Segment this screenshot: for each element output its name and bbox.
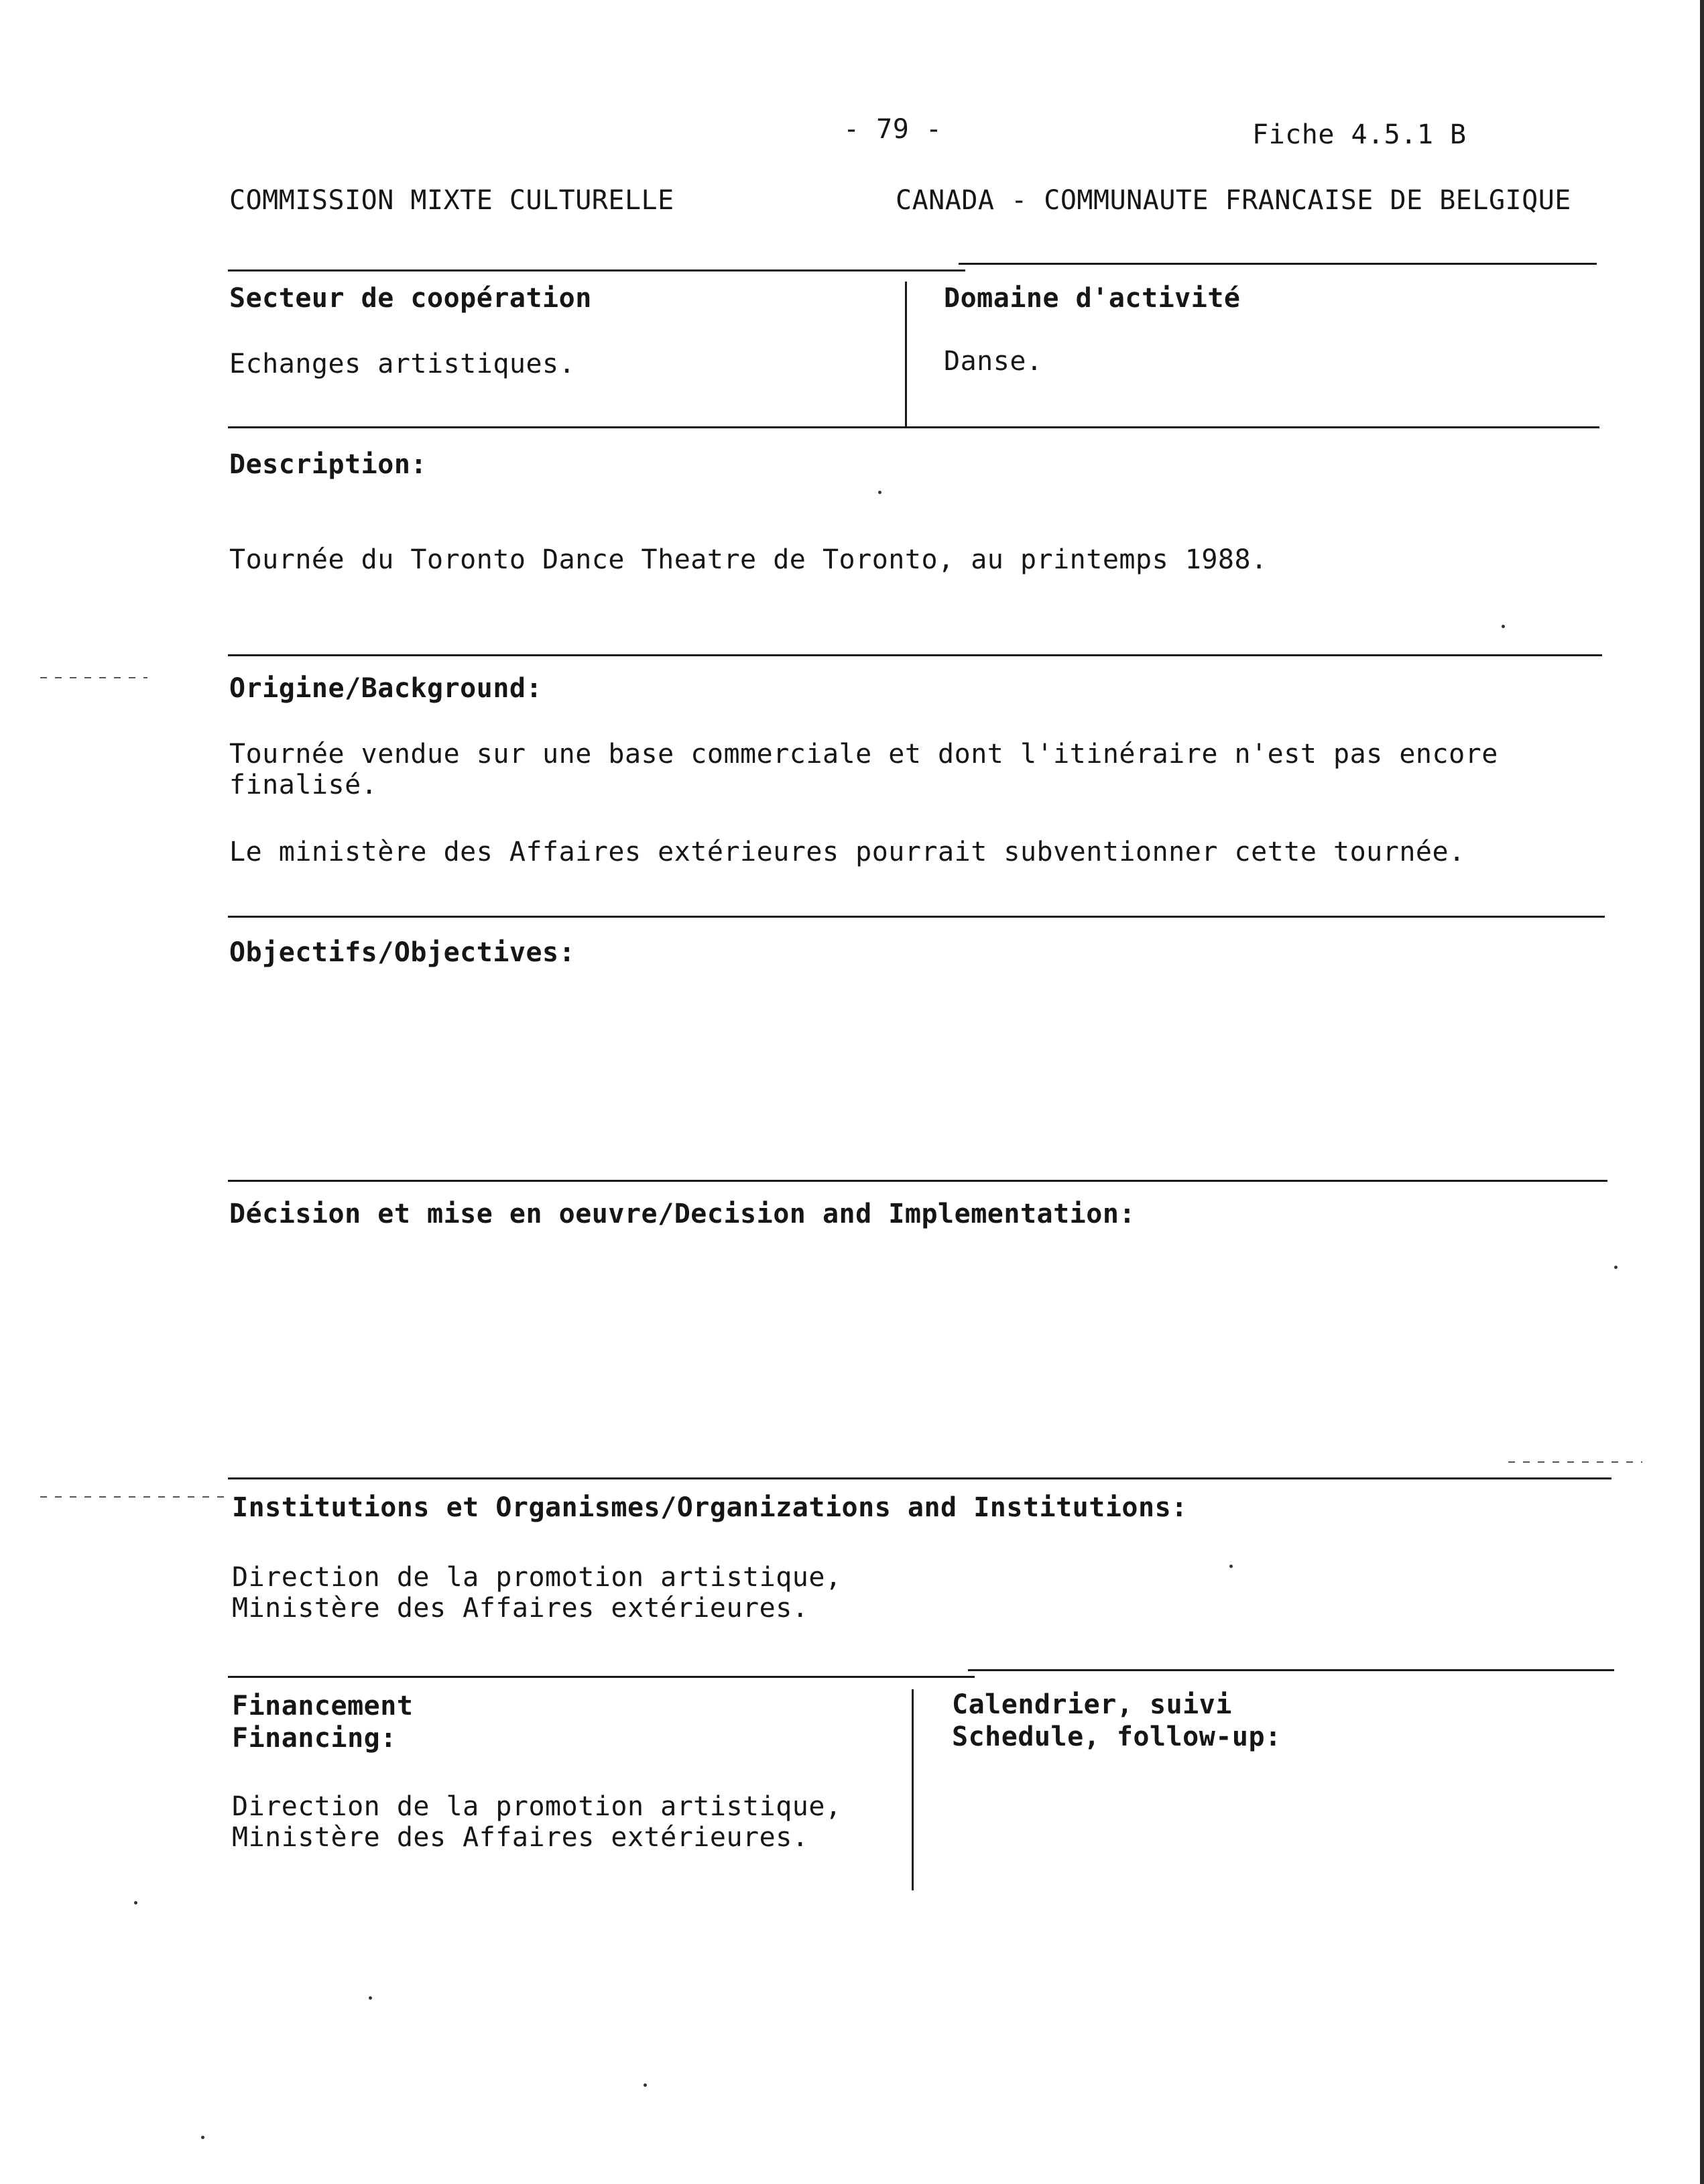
origine-line-1: Tournée vendue sur une base commerciale et dont l'itinéraire n'est pas encore xyxy=(229,739,1498,770)
divider-institutions xyxy=(228,1676,975,1678)
decision-label: Décision et mise en oeuvre/Decision and Implementation: xyxy=(229,1199,1136,1229)
divider-decision xyxy=(228,1477,1611,1479)
origine-line-2: finalisé. xyxy=(229,770,378,800)
fiche-reference: Fiche 4.5.1 B xyxy=(1252,119,1467,150)
scan-dash xyxy=(1508,1461,1642,1463)
parties-title: CANADA - COMMUNAUTE FRANCAISE DE BELGIQUE xyxy=(896,185,1571,216)
divider-secteur xyxy=(228,426,1599,428)
origine-label: Origine/Background: xyxy=(229,673,543,704)
institutions-label: Institutions et Organismes/Organizations and Institutions: xyxy=(232,1492,1188,1523)
institutions-line-1: Direction de la promotion artistique, xyxy=(232,1562,842,1593)
column-divider-bottom xyxy=(912,1689,914,1890)
scan-speck xyxy=(201,2136,204,2139)
description-text: Tournée du Toronto Dance Theatre de Toronto, au printemps 1988. xyxy=(229,544,1268,575)
scan-speck xyxy=(1614,1266,1618,1269)
scan-speck xyxy=(1229,1565,1233,1568)
divider-header-right xyxy=(959,263,1597,265)
scan-dash xyxy=(40,1496,228,1498)
scan-speck xyxy=(134,1901,137,1904)
divider-description xyxy=(228,654,1602,656)
page-number: - 79 - xyxy=(843,114,942,145)
schedule-label: Schedule, follow-up: xyxy=(952,1721,1282,1752)
financing-label: Financing: xyxy=(232,1723,397,1754)
origine-line-3: Le ministère des Affaires extérieures pourrait subventionner cette tournée. xyxy=(229,837,1465,867)
financement-line-2: Ministère des Affaires extérieures. xyxy=(232,1822,809,1853)
divider-objectifs xyxy=(228,1180,1607,1182)
commission-title: COMMISSION MIXTE CULTURELLE xyxy=(229,185,674,216)
secteur-value: Echanges artistiques. xyxy=(229,349,576,379)
domaine-label: Domaine d'activité xyxy=(944,283,1241,314)
scan-edge xyxy=(1700,0,1704,2184)
divider-origine xyxy=(228,916,1605,918)
domaine-value: Danse. xyxy=(944,346,1043,377)
scan-speck xyxy=(644,2083,647,2087)
objectifs-label: Objectifs/Objectives: xyxy=(229,937,576,968)
scan-speck xyxy=(1502,625,1505,628)
institutions-line-2: Ministère des Affaires extérieures. xyxy=(232,1593,809,1624)
financement-line-1: Direction de la promotion artistique, xyxy=(232,1791,842,1822)
column-divider-top xyxy=(905,282,907,428)
scan-dash xyxy=(40,677,147,678)
divider-institutions-right xyxy=(968,1669,1614,1671)
divider-header xyxy=(228,269,965,271)
secteur-label: Secteur de coopération xyxy=(229,283,592,314)
scan-speck xyxy=(878,491,881,494)
calendrier-label: Calendrier, suivi xyxy=(952,1689,1232,1720)
scan-speck xyxy=(369,1996,372,2000)
financement-label: Financement xyxy=(232,1691,414,1721)
description-label: Description: xyxy=(229,449,427,480)
